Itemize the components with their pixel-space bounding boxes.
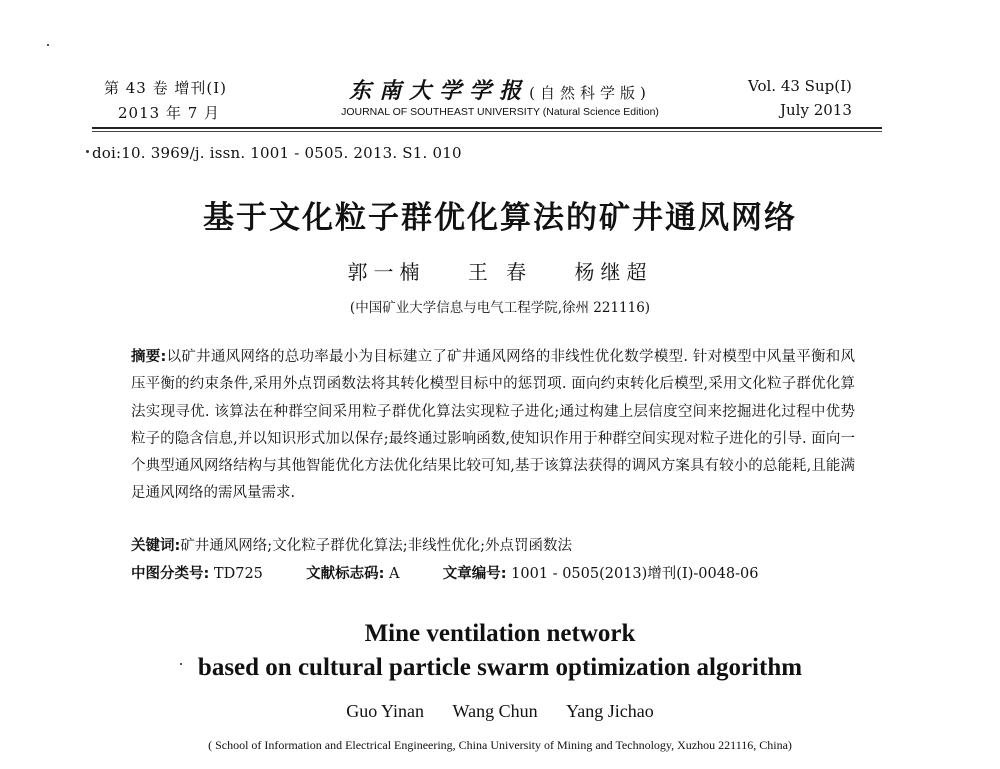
author-cn: 王 春 xyxy=(467,260,533,284)
abstract-cn xyxy=(131,344,855,508)
keywords-text: 矿井通风网络;文化粒子群优化算法;非线性优化;外点罚函数法 xyxy=(180,538,572,554)
journal-name-cn: 东南大学学报 xyxy=(349,78,530,104)
keywords-cn xyxy=(131,534,572,555)
clc-value: TD725 xyxy=(213,566,263,582)
authors-en xyxy=(0,701,1000,722)
affiliation-en: ( School of Information and Electrical Engineering, China University of Mining and Technology, Xuzhou 221116, China) xyxy=(208,738,792,752)
paper-title-cn: 基于文化粒子群优化算法的矿井通风网络 xyxy=(203,200,797,236)
paper-title-en-line1: Mine ventilation network xyxy=(364,620,636,647)
doi: doi:10. 3969/j. issn. 1001 - 0505. 2013. S1. 010 xyxy=(92,144,462,162)
header-rule-thin xyxy=(92,131,882,132)
abstract-text: 以矿井通风网络的总功率最小为目标建立了矿井通风网络的非线性优化数学模型. 针对模型中风量平衡和风压平衡的约束条件,采用外点罚函数法将其转化模型目标中的惩罚项. 面向约束转化后模型,采用文化粒子群优化算法实现寻优. 该算法在种群空间采用粒子群优化算法实现粒子进化;通过构建上层信度空间来挖掘进化过程中优势粒子的隐含信息,并以知识形式加以保存;最终通过影响函数,使知识作用于种群空间实现对粒子进化的引导. 面向一个典型通风网络结构与其他智能优化方法优化结果比较可知,基于该算法获得的调风方案具有较小的总能耗,且能满足通风网络的需风量需求. xyxy=(131,349,855,502)
keywords-label: 关键词: xyxy=(131,538,181,554)
volume-issue-en: Vol. 43 Sup(I) xyxy=(748,77,852,95)
article-number-value: 1001 - 0505(2013)增刊(I)-0048-06 xyxy=(511,566,759,582)
classification-line xyxy=(131,562,759,583)
date-cn: 2013 年 7 月 xyxy=(118,104,221,122)
authors-cn xyxy=(0,256,1000,285)
doc-code-label: 文献标志码: xyxy=(306,566,385,582)
affiliation-cn: (中国矿业大学信息与电气工程学院,徐州 221116) xyxy=(349,300,651,316)
author-en: Guo Yinan xyxy=(346,701,425,721)
article-number-label: 文章编号: xyxy=(442,566,507,582)
header-rule-thick xyxy=(92,127,882,129)
scan-speck xyxy=(47,44,49,46)
journal-title-en: JOURNAL OF SOUTHEAST UNIVERSITY (Natural Science Edition) xyxy=(341,106,659,118)
abstract-label: 摘要: xyxy=(131,349,167,365)
doc-code-value: A xyxy=(389,566,400,582)
doi-bullet xyxy=(86,150,89,153)
author-en: Wang Chun xyxy=(452,701,538,721)
author-cn: 郭一楠 xyxy=(347,260,426,284)
clc-label: 中图分类号: xyxy=(131,566,210,582)
author-en: Yang Jichao xyxy=(566,701,654,721)
author-cn: 杨继超 xyxy=(574,260,653,284)
journal-edition-cn: (自然科学版) xyxy=(529,84,651,102)
volume-issue-cn: 第 43 卷 增刊(I) xyxy=(104,79,228,97)
date-en: July 2013 xyxy=(780,101,852,119)
paper-title-en-line2: based on cultural particle swarm optimization algorithm xyxy=(197,654,803,681)
